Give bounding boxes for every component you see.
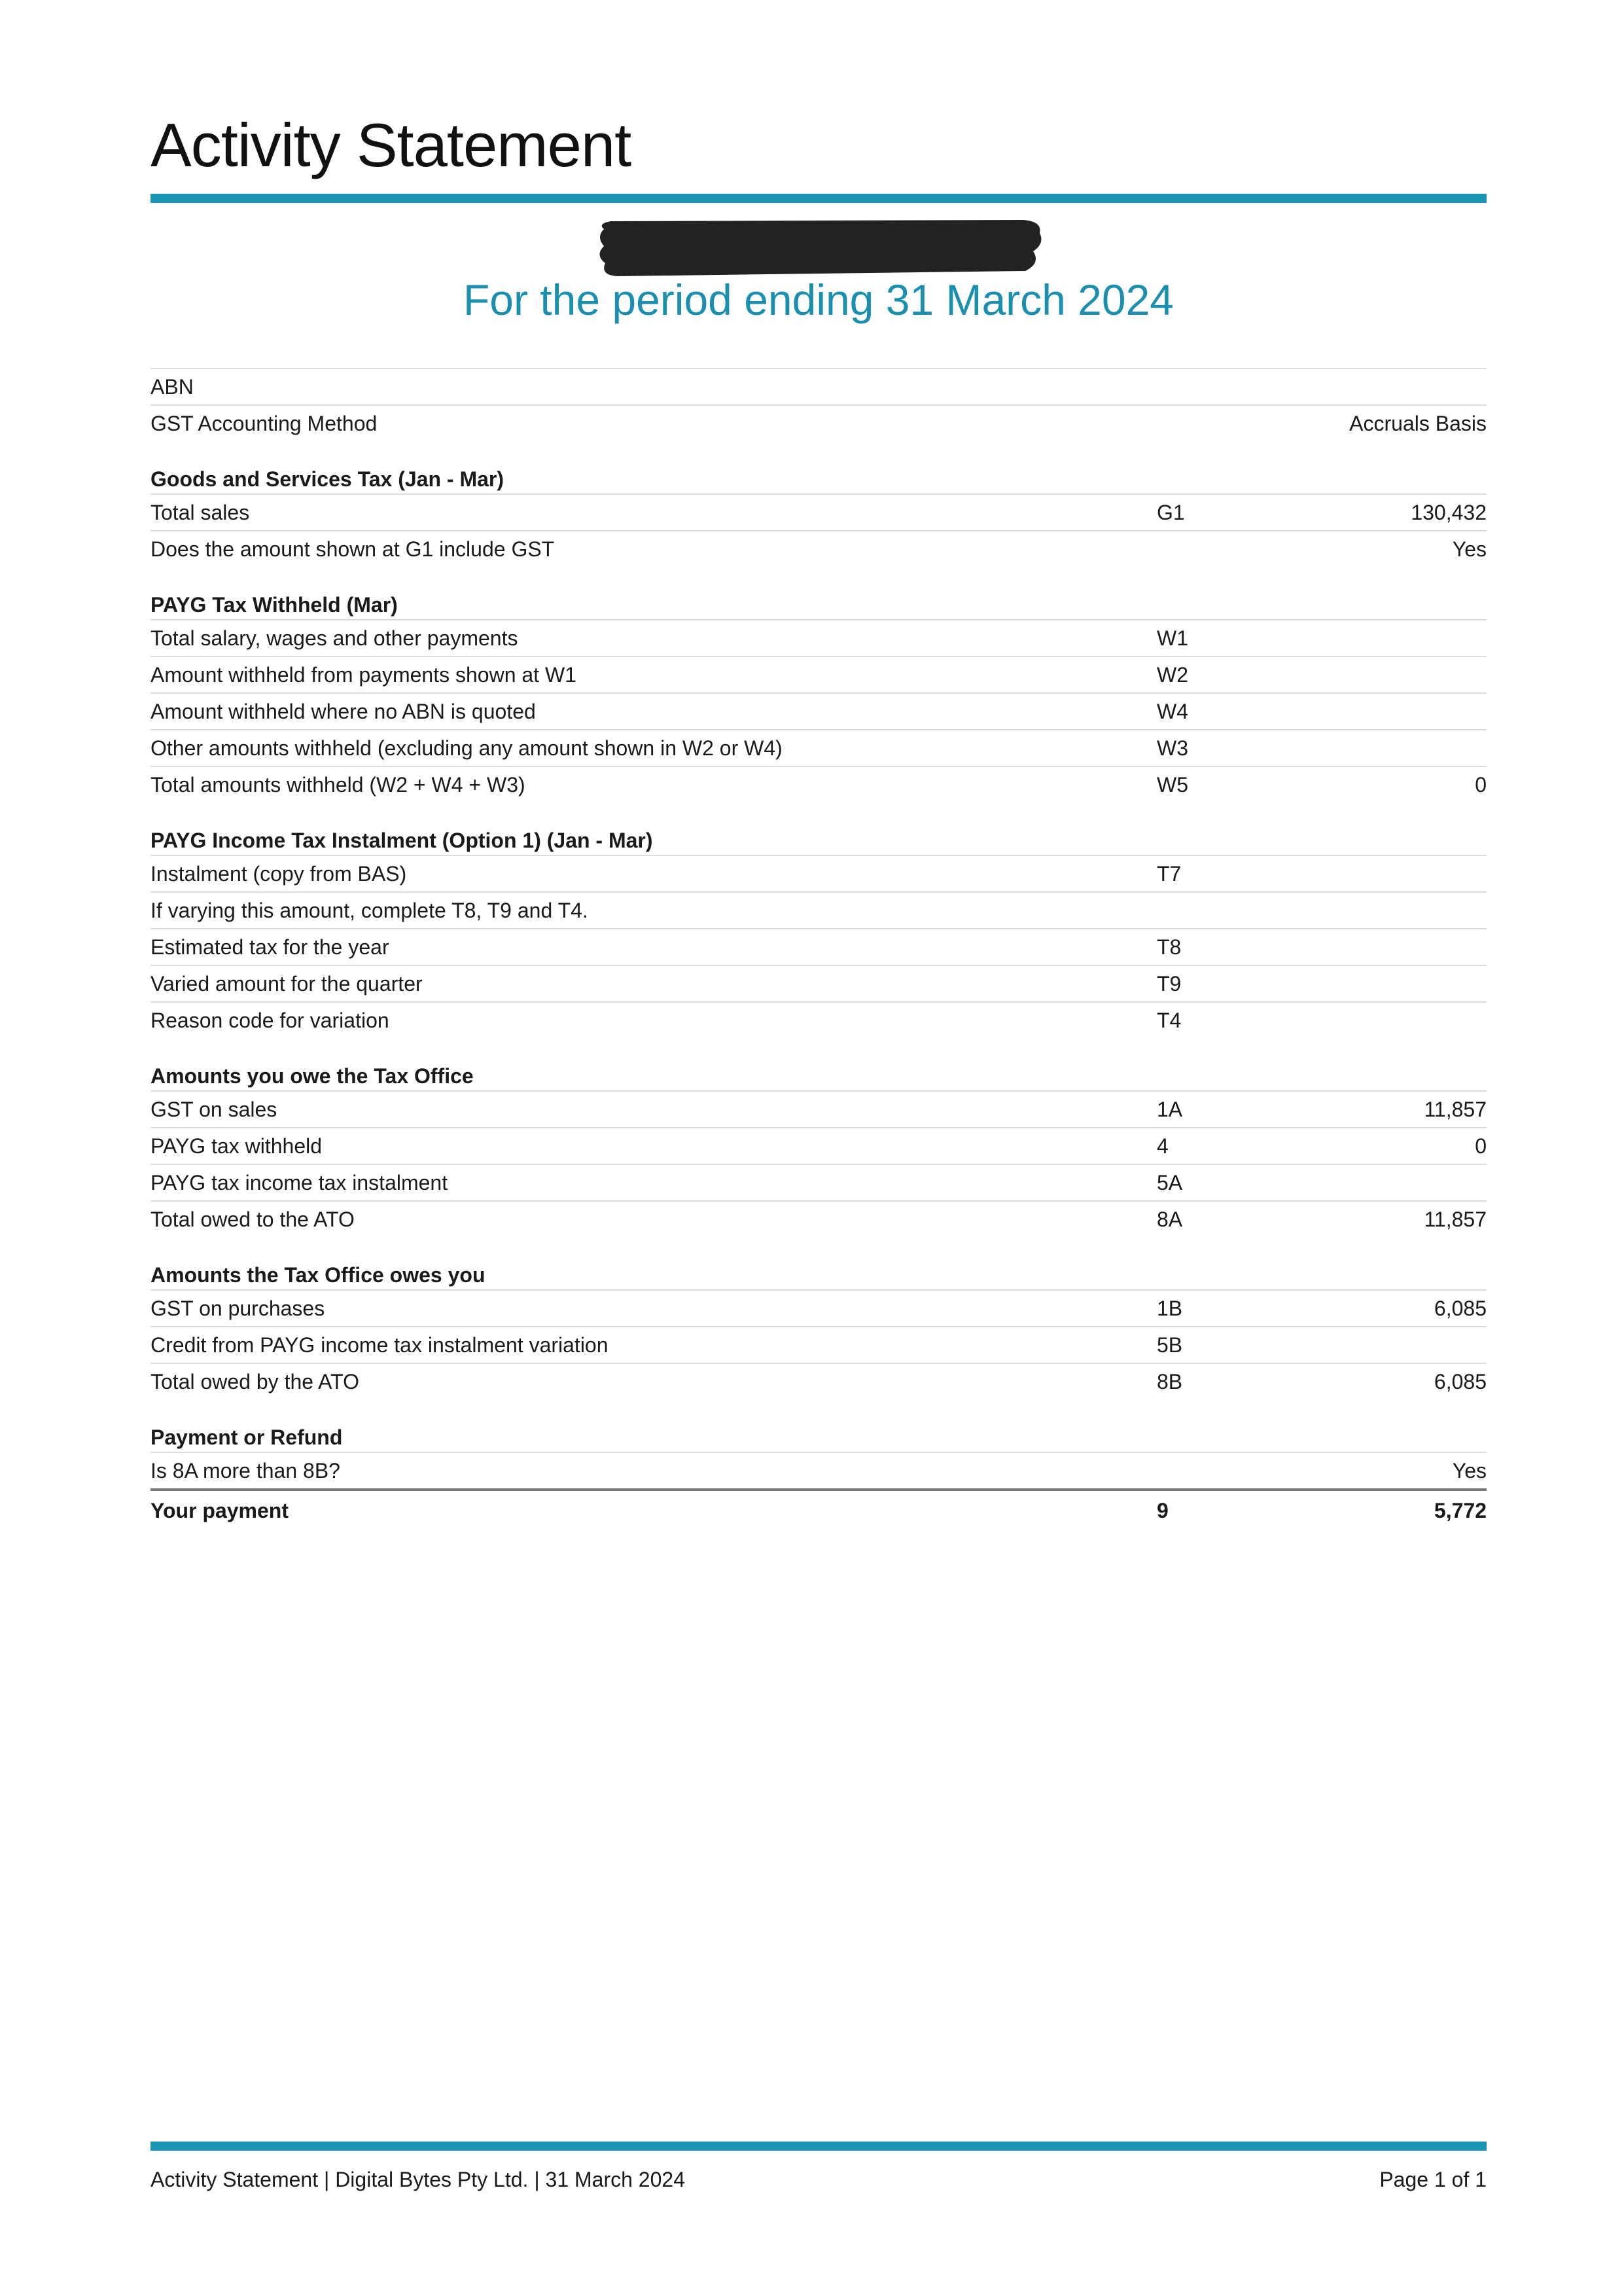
row-code: 1A	[1157, 1098, 1183, 1121]
row-code: W4	[1157, 700, 1188, 723]
row-code: W5	[1157, 773, 1188, 797]
section-title: PAYG Tax Withheld (Mar)	[150, 593, 398, 617]
row-code: 5B	[1157, 1333, 1183, 1357]
row-amount: 11,857	[1424, 1098, 1487, 1121]
row-code: T7	[1157, 862, 1182, 886]
row-label: Varied amount for the quarter	[150, 972, 423, 996]
row-code: G1	[1157, 501, 1185, 524]
section-title: Goods and Services Tax (Jan - Mar)	[150, 467, 504, 491]
row-label: Amount withheld where no ABN is quoted	[150, 700, 536, 723]
abn-row	[150, 368, 1487, 404]
gst-method-value: Accruals Basis	[1349, 412, 1487, 435]
row-code: 5A	[1157, 1171, 1183, 1194]
row-amount: 6,085	[1434, 1370, 1487, 1393]
row-label: Is 8A more than 8B?	[150, 1459, 340, 1482]
row-amount: 5,772	[1434, 1499, 1487, 1522]
row-label: PAYG tax withheld	[150, 1134, 323, 1158]
row-code: 9	[1157, 1499, 1169, 1522]
4-row	[150, 1127, 1487, 1164]
gst-section-heading	[150, 441, 1487, 493]
1a-row	[150, 1090, 1487, 1127]
payg-withheld-section-heading	[150, 567, 1487, 619]
redaction-mark	[591, 217, 1044, 280]
row-amount: Yes	[1452, 1459, 1487, 1482]
row-code: T8	[1157, 935, 1182, 959]
w4-row	[150, 692, 1487, 729]
row-code: W2	[1157, 663, 1188, 687]
row-label: Your payment	[150, 1499, 289, 1522]
row-code: T4	[1157, 1009, 1182, 1032]
g1-row	[150, 493, 1487, 530]
row-code: 8B	[1157, 1370, 1183, 1393]
footer-page-number: Page 1 of 1	[1379, 2168, 1487, 2191]
w2-row	[150, 656, 1487, 692]
8b-row	[150, 1363, 1487, 1399]
w1-row	[150, 619, 1487, 656]
section-title: Payment or Refund	[150, 1426, 343, 1449]
row-label: Other amounts withheld (excluding any amount shown in W2 or W4)	[150, 736, 783, 760]
w3-row	[150, 729, 1487, 766]
row-label: If varying this amount, complete T8, T9 and T4.	[150, 899, 588, 922]
row-code: T9	[1157, 972, 1182, 996]
row-amount: 0	[1475, 773, 1487, 797]
t9-row	[150, 965, 1487, 1001]
row-code: W3	[1157, 736, 1188, 760]
t8-row	[150, 928, 1487, 965]
8a-row	[150, 1200, 1487, 1237]
row-label: GST on sales	[150, 1098, 277, 1121]
row-label: Credit from PAYG income tax instalment variation	[150, 1333, 609, 1357]
row-code: 8A	[1157, 1208, 1183, 1231]
row-label: PAYG tax income tax instalment	[150, 1171, 448, 1194]
includes-gst-row	[150, 530, 1487, 567]
ato-owes-section-heading	[150, 1237, 1487, 1289]
t4-row	[150, 1001, 1487, 1038]
row-amount: 130,432	[1411, 501, 1487, 524]
period-subtitle: For the period ending 31 March 2024	[463, 276, 1174, 324]
row-amount: Yes	[1452, 537, 1487, 561]
gst-method-label: GST Accounting Method	[150, 412, 378, 435]
row-label: Estimated tax for the year	[150, 935, 389, 959]
footer-rule	[150, 2142, 1487, 2151]
row-label: Reason code for variation	[150, 1009, 389, 1032]
row-label: Amount withheld from payments shown at W1	[150, 663, 576, 687]
row-label: Total owed by the ATO	[150, 1370, 359, 1393]
row-label: Does the amount shown at G1 include GST	[150, 537, 555, 561]
section-title: PAYG Income Tax Instalment (Option 1) (Jan - Mar)	[150, 829, 653, 852]
row-label: Total amounts withheld (W2 + W4 + W3)	[150, 773, 525, 797]
row-code: W1	[1157, 626, 1188, 650]
activity-statement-page	[150, 0, 1487, 2296]
variation-note-row	[150, 891, 1487, 928]
payg-instalment-section-heading	[150, 802, 1487, 855]
statement-table	[150, 368, 1487, 1528]
row-label: Total owed to the ATO	[150, 1208, 355, 1231]
row-code: 1B	[1157, 1297, 1183, 1320]
row-label: GST on purchases	[150, 1297, 325, 1320]
5a-row	[150, 1164, 1487, 1200]
row-amount: 11,857	[1424, 1208, 1487, 1231]
w5-row	[150, 766, 1487, 802]
row-label: Instalment (copy from BAS)	[150, 862, 407, 886]
1b-row	[150, 1289, 1487, 1326]
row-code: 4	[1157, 1134, 1169, 1158]
gst-method-row	[150, 404, 1487, 441]
abn-label: ABN	[150, 375, 194, 399]
footer-document-info: Activity Statement | Digital Bytes Pty Ltd. | 31 March 2024	[150, 2168, 685, 2191]
t7-row	[150, 855, 1487, 891]
section-title: Amounts you owe the Tax Office	[150, 1064, 474, 1088]
payment-section-heading	[150, 1399, 1487, 1452]
owe-ato-section-heading	[150, 1038, 1487, 1090]
header-rule	[150, 194, 1487, 203]
row-label: Total salary, wages and other payments	[150, 626, 518, 650]
your-payment-row	[150, 1488, 1487, 1528]
section-title: Amounts the Tax Office owes you	[150, 1263, 485, 1287]
row-amount: 0	[1475, 1134, 1487, 1158]
row-amount: 6,085	[1434, 1297, 1487, 1320]
row-label: Total sales	[150, 501, 250, 524]
page-title: Activity Statement	[150, 111, 631, 179]
5b-row	[150, 1326, 1487, 1363]
compare-row	[150, 1452, 1487, 1488]
